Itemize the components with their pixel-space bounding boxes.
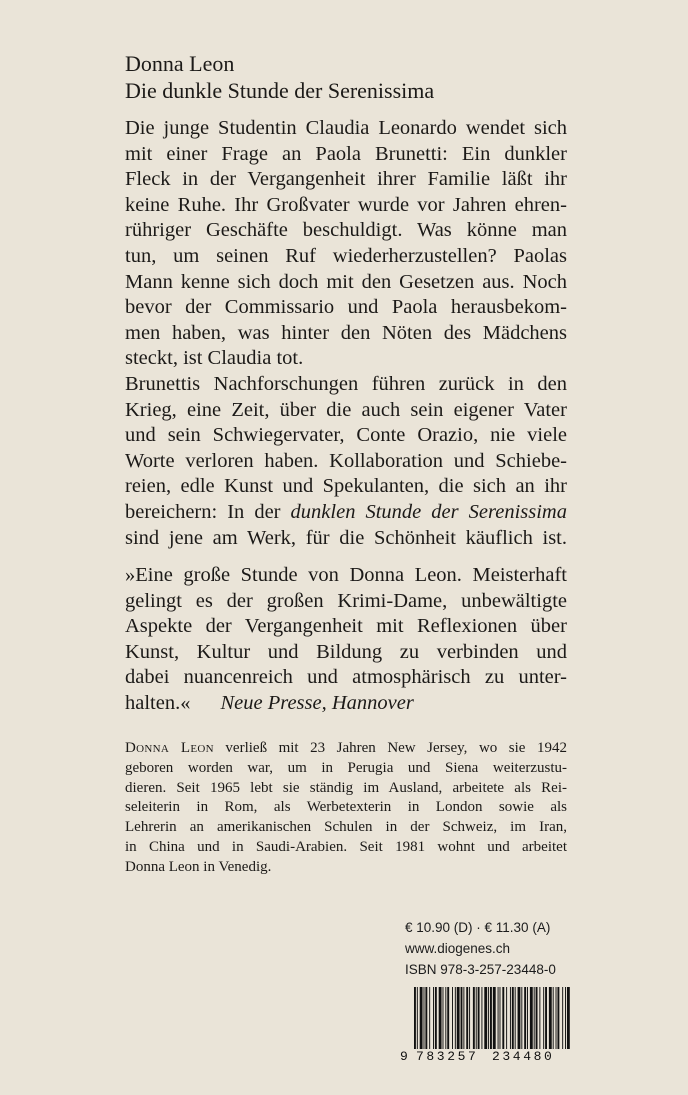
barcode-bar — [539, 987, 540, 1049]
barcode-bar — [490, 987, 492, 1049]
quote-line: halten.« Neue Presse, Hannover — [125, 691, 414, 714]
blurb-line: mit einer Frage an Paola Brunetti: Ein dunkler — [125, 142, 567, 165]
barcode-bar — [534, 987, 535, 1049]
bio-line: geboren worden war, um in Perugia und Siena weiterzustu- — [125, 759, 567, 776]
barcode-bar — [417, 987, 418, 1049]
barcode-bars — [400, 987, 570, 1049]
barcode-bar — [530, 987, 533, 1049]
barcode-bar — [498, 987, 499, 1049]
barcode-bar — [484, 987, 487, 1049]
quote-source: Neue Presse, Hannover — [220, 691, 414, 714]
blurb-line: Brunettis Nachforschungen führen zurück in den — [125, 372, 567, 395]
barcode-digit-group: 234480 — [492, 1049, 555, 1064]
quote-line: dabei nuancenreich und atmosphärisch zu unter- — [125, 666, 567, 689]
barcode-bar — [425, 987, 427, 1049]
blurb-line: Fleck in der Vergangenheit ihrer Familie läßt ihr — [125, 168, 567, 191]
bio-line: Donna Leon verließ mit 23 Jahren New Jersey, wo sie 1942 — [125, 740, 567, 756]
quote-line: Aspekte der Vergangenheit mit Reflexionen über — [125, 615, 567, 638]
blurb-line: Worte verloren haben. Kollaboration und Schiebe- — [125, 449, 567, 472]
blurb-line: rühriger Geschäfte beschuldigt. Was könne man — [125, 219, 567, 242]
barcode-bar — [466, 987, 468, 1049]
barcode-bar — [433, 987, 434, 1049]
barcode-bar — [429, 987, 430, 1049]
bio-line: in China und in Saudi-Arabien. Seit 1981 wohnt und arbeitet — [125, 838, 567, 855]
barcode-bar — [476, 987, 477, 1049]
book-title: Die dunkle Stunde der Serenissima — [125, 78, 435, 103]
barcode-bar — [502, 987, 504, 1049]
barcode-bar — [567, 987, 570, 1049]
barcode-bar — [527, 987, 528, 1049]
blurb-line: bereichern: In der dunklen Stunde der Serenissima — [125, 500, 567, 523]
blurb-text — [125, 116, 567, 551]
blurb-line: Krieg, eine Zeit, über die auch sein eigener Vater — [125, 398, 567, 421]
barcode-bar — [439, 987, 442, 1049]
barcode-bar — [478, 987, 480, 1049]
barcode-bar — [463, 987, 464, 1049]
barcode-bar — [500, 987, 501, 1049]
bio-line: Lehrerin an amerikanischen Schulen in der Schweiz, im Iran, — [125, 819, 567, 836]
barcode-bar — [562, 987, 563, 1049]
author-name: Donna Leon — [125, 51, 235, 76]
barcode-bar — [557, 987, 559, 1049]
press-quote — [125, 563, 567, 717]
barcode-bar — [506, 987, 507, 1049]
quote-line: »Eine große Stunde von Donna Leon. Meisterhaft — [125, 564, 567, 586]
barcode-bar — [435, 987, 437, 1049]
bio-line: Donna Leon in Venedig. — [125, 858, 272, 875]
blurb-line: men haben, was hinter den Nöten des Mädchens — [125, 321, 567, 344]
barcode-bar — [481, 987, 482, 1049]
barcode-bar — [469, 987, 470, 1049]
blurb-line: reien, edle Kunst und Spekulanten, die sich an ihr — [125, 475, 567, 498]
price-info — [405, 917, 570, 980]
barcode-bar — [420, 987, 423, 1049]
quote-line: Kunst, Kultur und Bildung zu verbinden und — [125, 640, 567, 663]
blurb-line: und sein Schwiegervater, Conte Orazio, nie viele — [125, 424, 567, 447]
blurb-line: sind jene am Werk, für die Schönheit käuflich ist. — [125, 526, 567, 549]
barcode-bar — [443, 987, 444, 1049]
barcode-bar — [565, 987, 566, 1049]
barcode-bar — [553, 987, 554, 1049]
barcode-digit-group: 783257 — [416, 1049, 479, 1064]
barcode-bar — [447, 987, 449, 1049]
author-bio — [125, 739, 567, 878]
barcode-bar — [512, 987, 514, 1049]
publisher-website: www.diogenes.ch — [405, 941, 511, 956]
quote-line: gelingt es der großen Krimi-Dame, unbewältigte — [125, 589, 567, 612]
bio-line: dieren. Seit 1965 lebt sie ständig im Ausland, arbeitete als Rei- — [125, 779, 567, 796]
blurb-line: keine Ruhe. Ihr Großvater wurde vor Jahren ehren- — [125, 193, 567, 216]
barcode-bar — [445, 987, 446, 1049]
barcode-bar — [549, 987, 552, 1049]
blurb-line: tun, um seinen Ruf wiederherzustellen? Paolas — [125, 244, 567, 267]
barcode-bar — [515, 987, 516, 1049]
blurb-line: steckt, ist Claudia tot. — [125, 347, 304, 370]
blurb-line: bevor der Commissario und Paola herausbekom- — [125, 296, 567, 319]
barcode-bar — [521, 987, 522, 1049]
barcode-bar — [518, 987, 521, 1049]
barcode-bar — [455, 987, 456, 1049]
blurb-line: Mann kenne sich doch mit den Gesetzen aus. Noch — [125, 270, 567, 293]
barcode-bar — [493, 987, 496, 1049]
bio-author-name: Donna Leon — [125, 740, 214, 756]
barcode-bar — [414, 987, 416, 1049]
price: € 10.90 (D) · € 11.30 (A) — [405, 920, 551, 935]
barcode-digit-group: 9 — [400, 1049, 408, 1064]
barcode-bar — [461, 987, 463, 1049]
barcode-bar — [543, 987, 544, 1049]
blurb-line: Die junge Studentin Claudia Leonardo wendet sich — [125, 117, 567, 139]
bio-line: seleiterin in Rom, als Werbetexterin in London sowie als — [125, 799, 567, 816]
barcode-bar — [488, 987, 489, 1049]
book-title-italic: dunklen Stunde der Serenissima — [290, 500, 567, 523]
barcode — [400, 987, 570, 1065]
barcode-bar — [452, 987, 453, 1049]
barcode-bar — [545, 987, 547, 1049]
barcode-bar — [457, 987, 460, 1049]
barcode-bar — [424, 987, 425, 1049]
barcode-bar — [473, 987, 475, 1049]
barcode-bar — [510, 987, 511, 1049]
barcode-bar — [556, 987, 557, 1049]
barcode-bar — [536, 987, 538, 1049]
barcode-bar — [524, 987, 526, 1049]
isbn: ISBN 978-3-257-23448-0 — [405, 962, 556, 977]
